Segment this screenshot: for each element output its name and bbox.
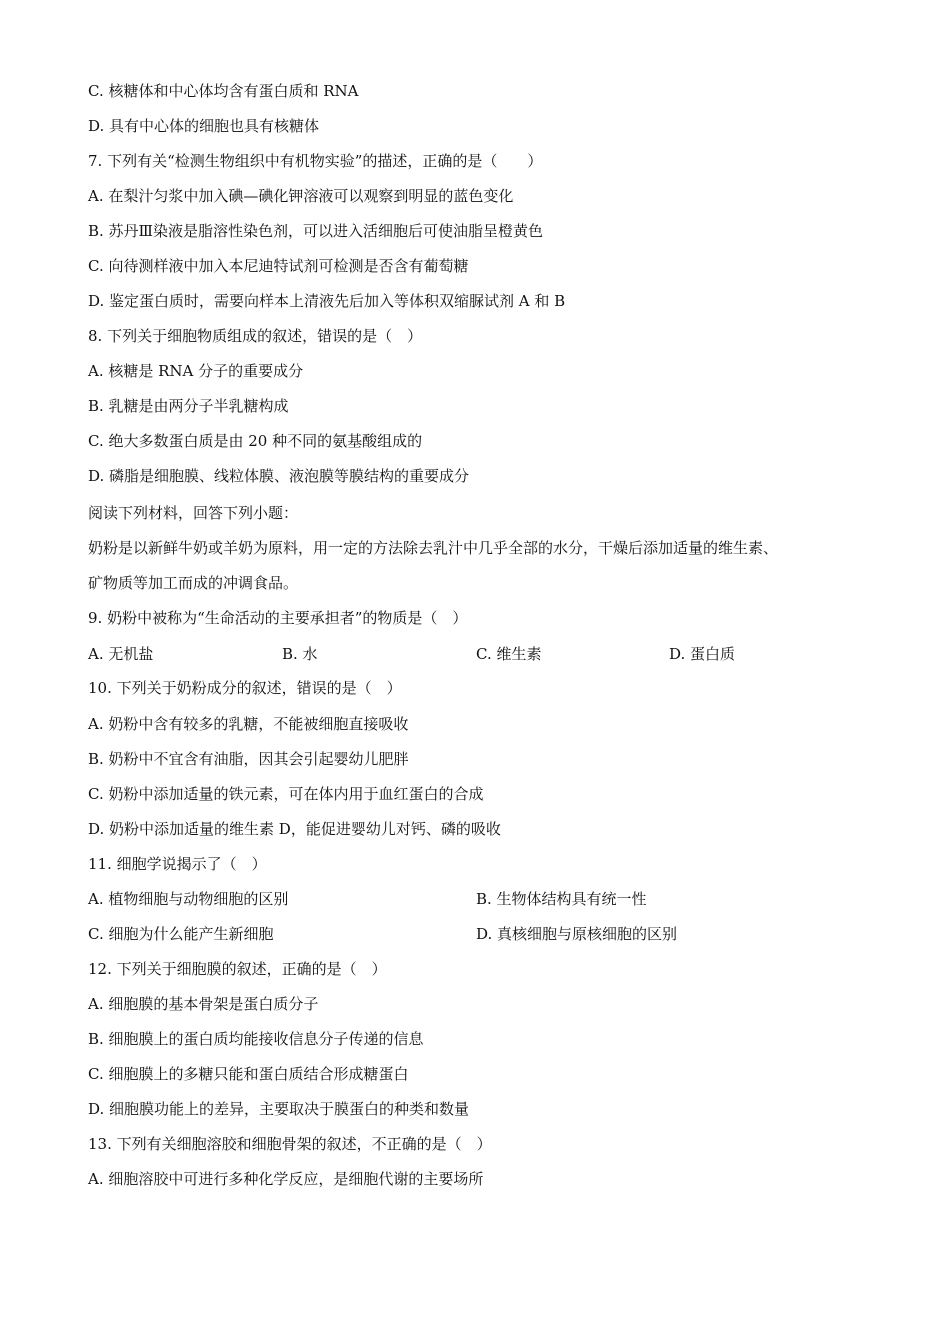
q11-option-a: A. 植物细胞与动物细胞的区别 bbox=[88, 890, 289, 908]
q12-option-d: D. 细胞膜功能上的差异，主要取决于膜蛋白的种类和数量 bbox=[88, 1100, 470, 1118]
q13-stem: 13. 下列有关细胞溶胶和细胞骨架的叙述，不正确的是（ ） bbox=[88, 1135, 492, 1153]
q11-option-d: D. 真核细胞与原核细胞的区别 bbox=[476, 925, 678, 943]
q8-stem: 8. 下列关于细胞物质组成的叙述，错误的是（ ） bbox=[88, 327, 423, 345]
q9-stem: 9. 奶粉中被称为“生命活动的主要承担者”的物质是（ ） bbox=[88, 609, 468, 627]
q8-option-b: B. 乳糖是由两分子半乳糖构成 bbox=[88, 397, 289, 415]
q8-option-c: C. 绝大多数蛋白质是由 20 种不同的氨基酸组成的 bbox=[88, 432, 423, 450]
q7-option-b: B. 苏丹Ⅲ染液是脂溶性染色剂，可以进入活细胞后可使油脂呈橙黄色 bbox=[88, 222, 544, 240]
q7-option-d: D. 鉴定蛋白质时，需要向样本上清液先后加入等体积双缩脲试剂 A 和 B bbox=[88, 292, 566, 310]
reading-passage-line-1: 奶粉是以新鲜牛奶或羊奶为原料，用一定的方法除去乳汁中几乎全部的水分，干燥后添加适量的维生素、 bbox=[88, 539, 779, 557]
q13-option-a: A. 细胞溶胶中可进行多种化学反应，是细胞代谢的主要场所 bbox=[88, 1170, 484, 1188]
q10-option-b: B. 奶粉中不宜含有油脂，因其会引起婴幼儿肥胖 bbox=[88, 750, 409, 768]
q9-option-d: D. 蛋白质 bbox=[669, 645, 736, 663]
q12-option-a: A. 细胞膜的基本骨架是蛋白质分子 bbox=[88, 995, 319, 1013]
q11-stem: 11. 细胞学说揭示了（ ） bbox=[88, 855, 267, 873]
q6-option-c: C. 核糖体和中心体均含有蛋白质和 RNA bbox=[88, 82, 359, 100]
q12-option-c: C. 细胞膜上的多糖只能和蛋白质结合形成糖蛋白 bbox=[88, 1065, 409, 1083]
q9-option-c: C. 维生素 bbox=[476, 645, 542, 663]
q10-option-a: A. 奶粉中含有较多的乳糖，不能被细胞直接吸收 bbox=[88, 715, 409, 733]
q10-stem: 10. 下列关于奶粉成分的叙述，错误的是（ ） bbox=[88, 679, 402, 697]
q11-option-b: B. 生物体结构具有统一性 bbox=[476, 890, 647, 908]
reading-instruction: 阅读下列材料，回答下列小题： bbox=[88, 504, 299, 522]
q6-option-d: D. 具有中心体的细胞也具有核糖体 bbox=[88, 117, 320, 135]
q10-option-d: D. 奶粉中添加适量的维生素 D，能促进婴幼儿对钙、磷的吸收 bbox=[88, 820, 501, 838]
q12-stem: 12. 下列关于细胞膜的叙述，正确的是（ ） bbox=[88, 960, 387, 978]
q8-option-a: A. 核糖是 RNA 分子的重要成分 bbox=[88, 362, 304, 380]
q11-option-c: C. 细胞为什么能产生新细胞 bbox=[88, 925, 274, 943]
q7-option-c: C. 向待测样液中加入本尼迪特试剂可检测是否含有葡萄糖 bbox=[88, 257, 469, 275]
q7-stem: 7. 下列有关“检测生物组织中有机物实验”的描述，正确的是（ ） bbox=[88, 152, 543, 170]
q12-option-b: B. 细胞膜上的蛋白质均能接收信息分子传递的信息 bbox=[88, 1030, 424, 1048]
q9-option-a: A. 无机盐 bbox=[88, 645, 154, 663]
q10-option-c: C. 奶粉中添加适量的铁元素，可在体内用于血红蛋白的合成 bbox=[88, 785, 484, 803]
reading-passage-line-2: 矿物质等加工而成的冲调食品。 bbox=[88, 574, 299, 592]
q7-option-a: A. 在梨汁匀浆中加入碘—碘化钾溶液可以观察到明显的蓝色变化 bbox=[88, 187, 514, 205]
q9-option-b: B. 水 bbox=[282, 645, 318, 663]
q8-option-d: D. 磷脂是细胞膜、线粒体膜、液泡膜等膜结构的重要成分 bbox=[88, 467, 470, 485]
